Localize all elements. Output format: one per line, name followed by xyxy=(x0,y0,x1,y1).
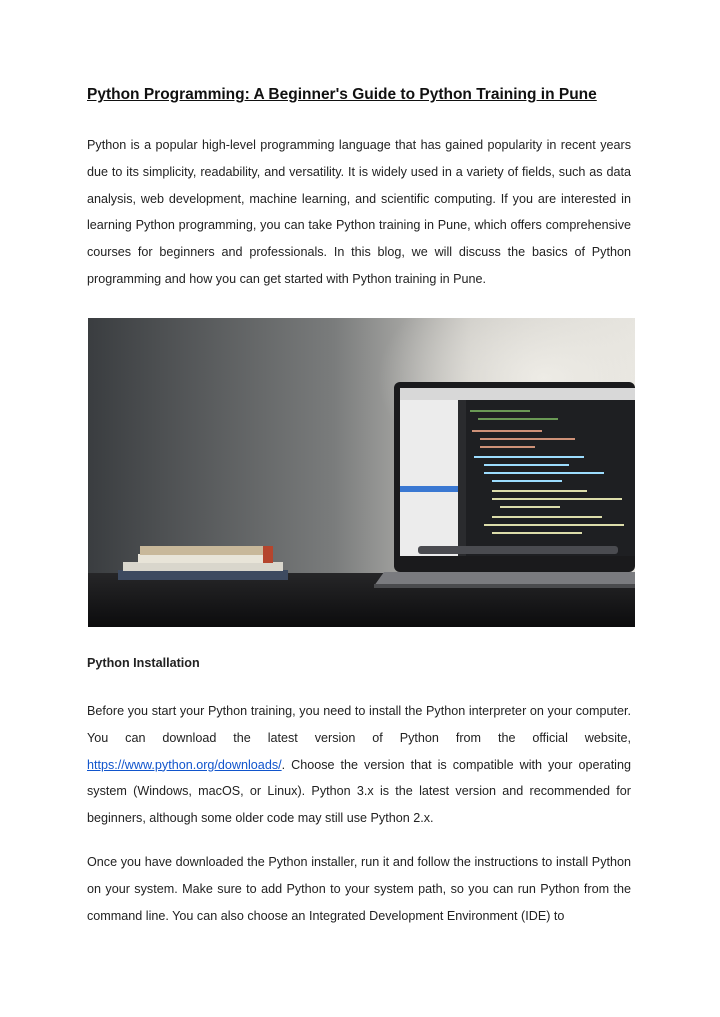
installation-text-after-link: . Choose the version that is compatible with your operating system (Windows, macOS, or Linux). Python 3.x is the latest version and recommended for beginners, although some older code may still use Python 2.x. xyxy=(87,757,631,826)
installation-text-before-link: Before you start your Python training, you need to install the Python interpreter on your computer. You can download the latest version of Python from the official website, xyxy=(87,704,631,745)
installation-paragraph xyxy=(87,698,631,832)
installer-paragraph: Once you have downloaded the Python installer, run it and follow the instructions to install Python on your system. Make sure to add Python to your system path, so you can run Python from the command line. You can also choose an Integrated Development Environment (IDE) to xyxy=(87,855,631,923)
page-title: Python Programming: A Beginner's Guide to Python Training in Pune xyxy=(87,86,597,103)
book-stack-icon xyxy=(118,546,288,580)
section-heading-installation: Python Installation xyxy=(87,656,200,670)
intro-paragraph: Python is a popular high-level programming language that has gained popularity in recent years due to its simplicity, readability, and versatility. It is widely used in a variety of fields, such as data analysis, web development, machine learning, and scientific computing. If you are interested in learning Python programming, you can take Python training in Pune, which offers comprehensive courses for beginners and professionals. In this blog, we will discuss the basics of Python programming and how you can get started with Python training in Pune. xyxy=(87,138,631,286)
laptop-photo xyxy=(88,318,635,627)
python-downloads-link[interactable]: https://www.python.org/downloads/ xyxy=(87,757,282,772)
laptop-icon xyxy=(374,382,635,588)
